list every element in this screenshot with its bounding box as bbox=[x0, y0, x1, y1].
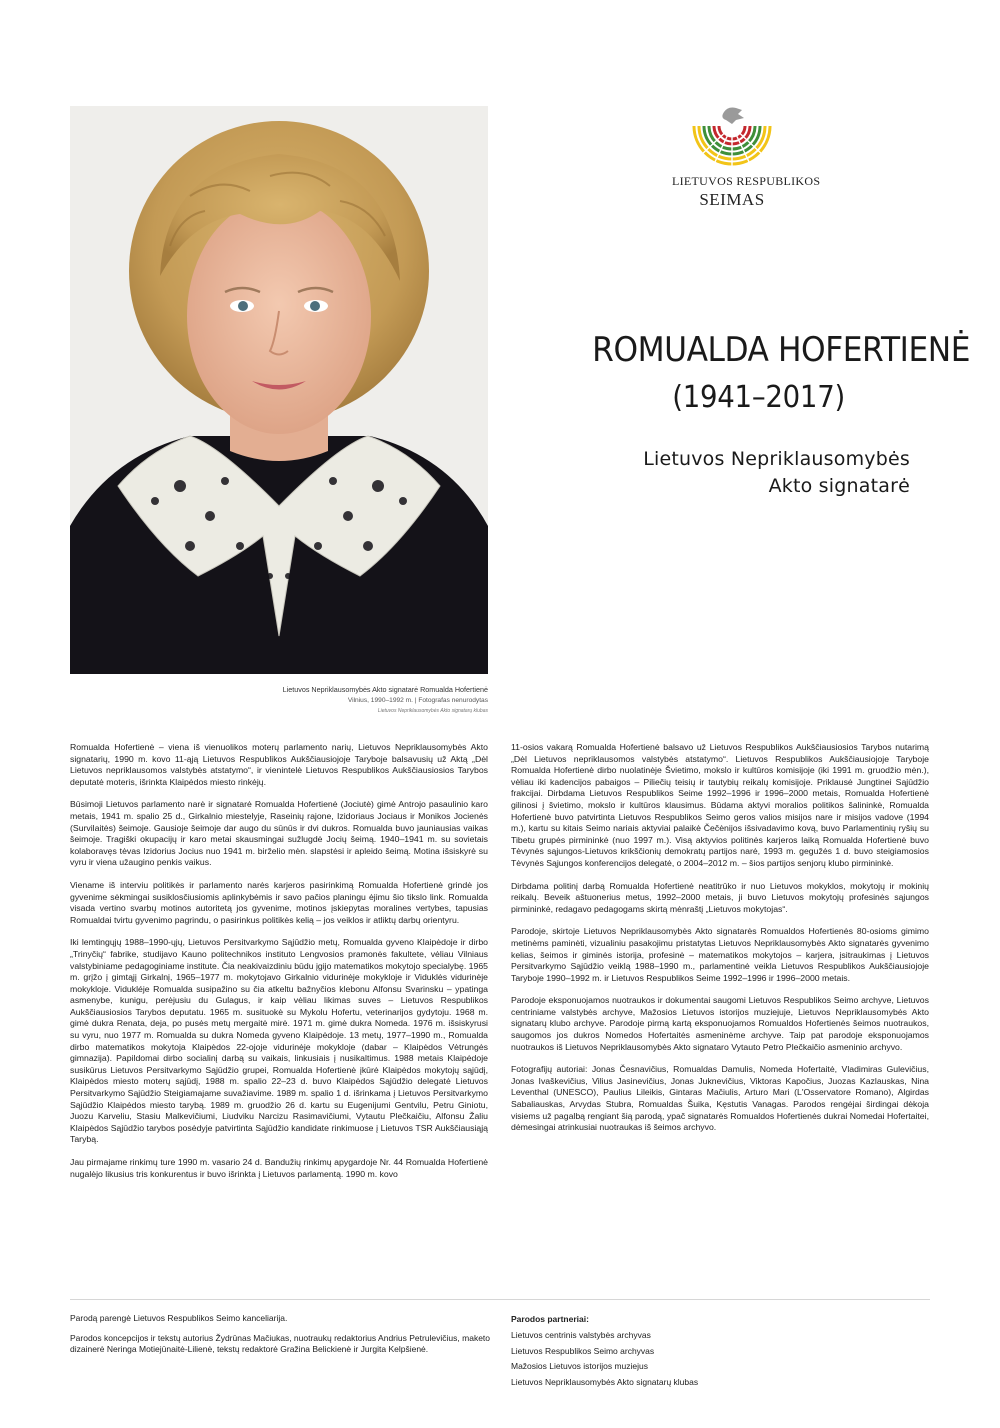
left-text-column bbox=[70, 742, 488, 1191]
credits-line: Parodą parengė Lietuvos Respublikos Seimo kanceliarija. bbox=[70, 1313, 288, 1323]
signatory-name: ROMUALDA HOFERTIENĖ bbox=[592, 330, 970, 370]
credits bbox=[70, 1313, 490, 1364]
life-years: (1941–2017) bbox=[672, 380, 845, 415]
logo-text-line2: SEIMAS bbox=[699, 190, 765, 209]
subtitle bbox=[540, 446, 910, 500]
photo-caption: Lietuvos Nepriklausomybės Akto signatarė Romualda Hofertienė bbox=[282, 685, 488, 694]
paragraph: Romualda Hofertienė – viena iš vienuolikos moterų parlamento narių, Lietuvos Nepriklausomybės Akto signatarių, 1990 m. kovo 11-ąją Lietuvos Respublikos Aukščiausiojoje Taryboje balsavusių už Aktą „Dėl Lietuvos nepriklausomos valstybės atstatymo“, ir vienintelė Lietuvos Respublikos Aukščiausiosios Tarybos deputatė moteris, išrinkta Klaipėdos miesto rinkėjų. bbox=[70, 742, 488, 787]
paragraph: Parodoje, skirtoje Lietuvos Nepriklausomybės Akto signatarės Romualdos Hofertienės 80-osioms gimimo metinėms paminėti, vizualiniu pasakojimu pristatytas Lietuvos Nepriklausomybės Akto signatarės gyvenimo kelias, šeimos ir giminės istorija, profesinė – matematikos mokytojos – karjera, įsitraukimas į Lietuvos Persitvarkymo Sąjūdžio veiklą 1988–1990 m., parlamentinė veikla Lietuvos Respublikos Aukščiausiojoje Taryboje 1990–1992 m. ir Lietuvos Respublikos Seime 1992–1996 ir 1996–2000 metais. bbox=[511, 926, 929, 983]
portrait-illustration bbox=[70, 106, 488, 674]
partner-item: Lietuvos Nepriklausomybės Akto signatarų klubas bbox=[511, 1376, 699, 1387]
paragraph: Dirbdama politinį darbą Romualda Hofertienė neatitrūko ir nuo Lietuvos mokyklos, mokytojų ir mokinių reikalų. Beveik aštuonerius metus, 1992–2000 metais, ji buvo Lietuvos mokytojų profesinės sąjungos pirmininkė, redagavo pedagogams skirtą mėnraštį „Lietuvos mokytojas“. bbox=[511, 880, 929, 914]
seimas-emblem-icon bbox=[686, 106, 778, 168]
photo-caption-source: Lietuvos Nepriklausomybės Akto signatarų klubas bbox=[377, 708, 488, 714]
paragraph: Iki lemtingųjų 1988–1990-ųjų, Lietuvos Persitvarkymo Sąjūdžio metų, Romualda gyveno Klaipėdoje ir dirbo „Trinyčių“ fabrike, studijavo Kauno politechnikos instituto Lengvosios pramonės fakultete, vėliau Vilniaus valstybiniame pedagoginiame institute. Čia neakivaizdiniu būdu įgijo matematikos mokytojo specialybę. 1965 m. grįžo į gimtąjį Girkalnį, 1965–1977 m. mokytojavo Girkalnio vidurinėje mokykloje ir Viduklės vidurinėje mokykloje. Vidukléje Romualda susipažino su čia atkeltu bažnyčios klebonu Alfonsu Svarinsku – ypatinga asmenybe, kunigu, perėjusiu du Gulagus, ir kaip vėliau likimas suves – Lietuvos Respublikos Aukščiausiosios Tarybos deputatu. 1965 m. susituokė su Mykolu Hofertu, veterinarijos gydytoju. 1968 m. gimė dukra Renata, deja, po pusės metų mergaitė mirė. 1971 m. gimė dukra Nomeda. 1976 m. išsiskyrusi su vyru, nuo 1977 m. Romualda su dukra Nomeda gyveno Klaipėdoje. 13 metų, 1977–1990 m., Romualda dirbo matematikos mokytoja Klaipėdos 22-ojoje vidurinėje mokykloje (dabar – Klaipėdos Vėtrungės gimnazija). Papildomai dirbo socialinį darbą su vaikais, linkusiais į nusikaltimus. 1988 metais Klaipėdoje susikūrus Lietuvos Persitvarkymo Sąjūdžio grupei, Romualda Hofertienė įkūrė Klaipėdos mokytojų sąjūdį, Klaipėdos miesto moterų sąjūdį, 1988 m. spalio 22–23 d. buvo Klaipėdos Sąjūdžio delegatė Lietuvos Persitvarkymo Sąjūdžio Steigiamajame suvažiavime. 1989 m. spalio 1 d. išrinkama į Lietuvos Persitvarkymo Sąjūdžio Klaipėdos miesto tarybą. 1989 m. gruodžio 26 d. kartu su Eugenijumi Gentvilu, Petru Giniotu, Juozu Karveliu, Stasiu Malkevičiumi, Liudviku Narcizu Rasimavičiumi, Vytautu Plečkaičiu, Alfonsu Žaliu Klaipėdos Sąjūdžio tarybos posėdyje patvirtinta Sąjūdžio kandidate rinkimuose į Lietuvos TSR Aukščiausiąją Tarybą. bbox=[70, 937, 488, 1145]
photo-caption-details: Vilnius, 1990–1992 m. | Fotografas nenurodytas bbox=[347, 697, 488, 704]
paragraph: Fotografijų autoriai: Jonas Česnavičius, Romualdas Damulis, Nomeda Hofertaitė, Vladimiras Gulevičius, Jonas Ivaškevičius, Vilius Jasinevičius, Jonas Juknevičius, Viktoras Kapočius, Juozas Kazlauskas, Nina Leventhal (UNESCO), Paulius Lileikis, Gintaras Mačiulis, Arturo Mari (L'Osservatore Romano), Algirdas Sabaliauskas, Arvydas Stubra, Romualdas Šuika, Kęstutis Vanagas. Parodos rengėjai širdingai dėkoja visiems už pagalbą rengiant šią parodą, ypač signatarės Romualdos Hofertienės dukrai Nomedai Hofertaitei, dėmesingai atrinkusiai nuotraukas iš šeimos archyvo. bbox=[511, 1064, 929, 1133]
paragraph: Būsimoji Lietuvos parlamento narė ir signatarė Romualda Hofertienė (Jociutė) gimė Antrojo pasaulinio karo metais, 1941 m. spalio 25 d., Girkalnio miestelyje, Raseinių rajone, Izidoriaus Jociaus ir Monikos Jocienės (Survilaitės) šeimoje. Gausioje šeimoje dar augo du sūnūs ir dvi dukros. Romualda buvo jauniausias vaikas šeimoje. Tragiški okupacijų ir karo metai skausmingai sužlugdė Jocių šeimą. 1940–1941 m. su sovietais kolaboravęs tėvas Izidorius Jocius nuo 1941 m. birželio mėn. slapstėsi ir apleido šeimą. Motina išsiskyrė su vyru ir viena užaugino penkis vaikus. bbox=[70, 799, 488, 868]
paragraph: Parodoje eksponuojamos nuotraukos ir dokumentai saugomi Lietuvos Respublikos Seimo archyve, Lietuvos centriniame valstybės archyve, Mažosios Lietuvos istorijos muziejuje, Lietuvos Nepriklausomybės Akto signatarų klubo archyve. Parodoje pirmą kartą eksponuojamos Romualdos Hofertienės šeimos nuotraukos, saugomos jos dukros Nomedos Hofertaitės asmeninėme archyve. Taip pat parodoje eksponuojamos nuotraukos iš Lietuvos Nepriklausomybės Akto signataro Vytauto Petro Plečkaičio asmeninio archyvo. bbox=[511, 995, 929, 1052]
partners bbox=[511, 1314, 931, 1392]
logo-text-line1: LIETUVOS RESPUBLIKOS bbox=[672, 174, 821, 188]
partners-heading: Parodos partneriai: bbox=[511, 1314, 589, 1324]
partner-item: Lietuvos centrinis valstybės archyvas bbox=[511, 1330, 651, 1340]
portrait-photo bbox=[70, 106, 488, 674]
seimas-logo bbox=[672, 106, 821, 216]
paragraph: 11-osios vakarą Romualda Hofertienė balsavo už Lietuvos Respublikos Aukščiausiosios Tarybos nutarimą „Dėl Lietuvos nepriklausomos valstybės atstatymo“. Lietuvos Respublikos Aukščiausiojoje Taryboje Romualda Hofertienė dirbo nuolatinėje Švietimo, mokslo ir kultūros komisijoje (iki 1991 m. gruodžio mėn.), vėliau iki kadencijos pabaigos – Piliečių teisių ir tautybių reikalų komisijoje. Priklausė Jungtinei Sąjūdžio frakcijai. Dirbdama Lietuvos Respublikos Seime 1992–1996 ir 1996–2000 metais, Romualda Hofertienė gilinosi į švietimo, mokslo ir kultūros klausimus. Būdama aktyvi moralios politikos šalininkė, Romualda Hofertienė buvo patvirtinta Lietuvos Respublikos Seimo geros valios misijos nare ir misijos vadove (1994 m.), kartu su kitais Seimo nariais aktyviai palaikė Čečėnijos išsivadavimo kovą, buvo Parlamentinių ryšių su Tibetu grupės pirmininkė (nuo 1997 m.). Visą aktyvios politinės karjeros laiką Romualda Hofertienė buvo Tėvynės sąjungos-Lietuvos krikščionių demokratų partijos narė, 1993 m. gegužės 1 d. buvo steigiamosios Tėvynės Sąjungos konferencijos delegatė, o 2004–2012 m. – šios partijos senjorų klubo pirmininkė. bbox=[511, 742, 929, 868]
partner-item: Mažosios Lietuvos istorijos muziejus bbox=[511, 1361, 648, 1371]
right-text-column bbox=[511, 742, 929, 1145]
credits-line: Parodos koncepcijos ir tekstų autorius Žydrūnas Mačiukas, nuotraukų redaktorius Andrius Petrulevičius, maketo dizainerė Neringa Motiejūnaitė-Lilienė, tekstų redaktorė Gražina Belickienė ir Jurgita Kelpšienė. bbox=[70, 1332, 491, 1355]
partner-item: Lietuvos Respublikos Seimo archyvas bbox=[511, 1345, 655, 1356]
footer-divider bbox=[70, 1299, 930, 1300]
subtitle-line2: Akto signatarė bbox=[768, 475, 910, 497]
paragraph: Viename iš interviu politikės ir parlamento narės karjeros pasirinkimą Romualda Hofertienė grindė jos gyvenime sėkmingai susiklosčiusiomis aplinkybėmis ir savo pačios planingu ėjimu šio tikslo link. Romualda visada vertino svarbų motinos autoritetą jos gyvenime, motinos įskiepytas moralines vertybes, tapusias Romualdai tvirtu gyvenimo pagrindu, o pasirinkus politikės kelią – jos veiklos ir atliktų darbų orientyru. bbox=[70, 879, 488, 925]
paragraph: Jau pirmajame rinkimų ture 1990 m. vasario 24 d. Bandužių rinkimų apygardoje Nr. 44 Romualda Hofertienė nugalėjo likusius tris konkurentus ir buvo išrinkta į Lietuvos parlamentą. 1990 m. kovo bbox=[70, 1157, 488, 1179]
subtitle-line1: Lietuvos Nepriklausomybės bbox=[643, 448, 910, 470]
